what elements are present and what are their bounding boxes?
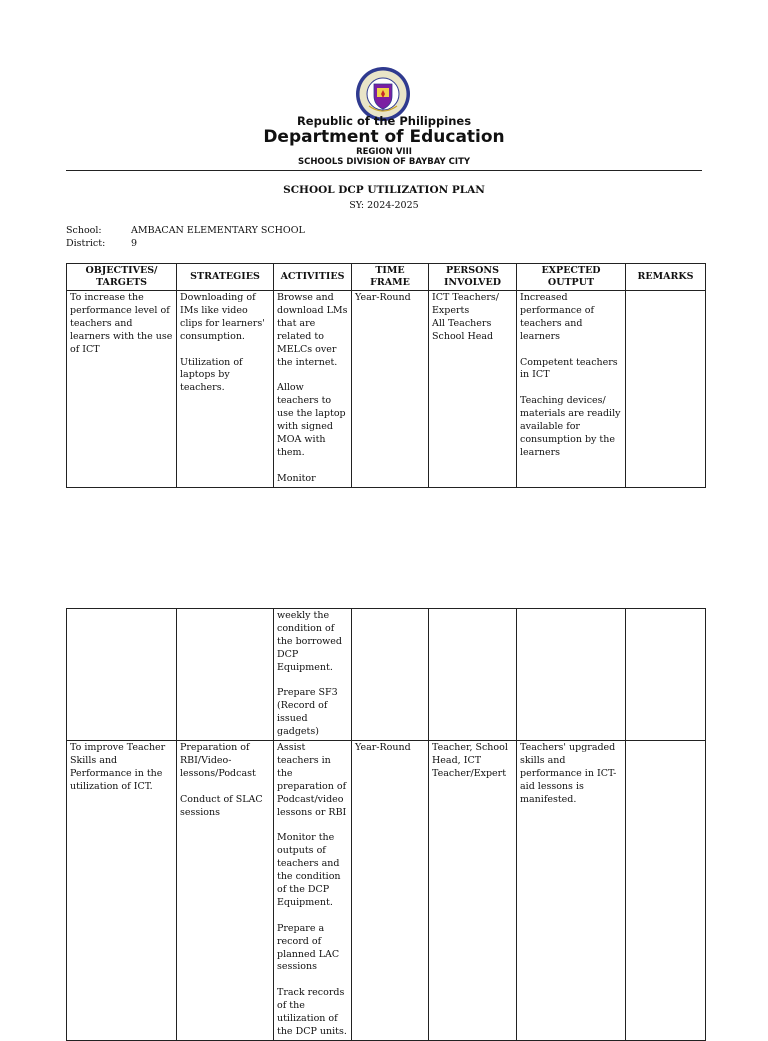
col-header-strategies: STRATEGIES [177,264,274,291]
activity-cell [274,609,352,741]
table-row [67,291,706,488]
table-header-row [67,264,706,291]
region-heading: REGION VIII [356,147,412,157]
table-row-continued [67,609,706,741]
district-line [66,238,137,249]
activity-cell [274,741,352,1041]
school-value: AMBACAN ELEMENTARY SCHOOL [131,225,305,236]
strategy-text: Preparation of RBI/Video-lessons/Podcast [180,742,256,779]
school-year: SY: 2024-2025 [349,200,419,211]
plan-table-page1 [66,263,706,488]
objective-cell [67,741,177,1041]
objective-text: To improve Teacher Skills and Performance in the utilization of ICT. [70,742,166,792]
district-value: 9 [131,238,138,249]
header-divider [66,170,702,171]
col-header-activities: ACTIVITIES [274,264,352,291]
document-title: SCHOOL DCP UTILIZATION PLAN [283,184,485,196]
strategy-text: Utilization of laptops by teachers. [180,356,243,394]
persons-text: ICT Teachers/ Experts All Teachers School Head [432,292,499,342]
strategy-cell [177,609,274,741]
strategy-text: Conduct of SLAC sessions [180,793,263,818]
time-frame-text: Year-Round [355,292,411,303]
time-frame-cell [352,609,429,741]
school-label: School: [66,225,102,236]
strategy-text: Downloading of IMs like video clips for learners' consumption. [180,292,265,342]
objective-cell [67,609,177,741]
output-text: Increased performance of teachers and learners [520,292,595,342]
activity-text: Monitor [277,472,316,484]
plan-table-page2 [66,608,706,1041]
republic-heading: Republic of the Philippines [296,114,472,128]
persons-text: Teacher, School Head, ICT Teacher/Expert [432,742,508,779]
strategy-cell [177,291,274,488]
col-header-objectives: OBJECTIVES/ TARGETS [67,264,177,291]
remarks-cell [626,609,706,741]
remarks-cell [626,741,706,1041]
table-row [67,741,706,1041]
output-cell [517,609,626,741]
activity-text: Allow teachers to use the laptop with signed MOA with them. [277,382,346,458]
activity-text: Monitor the outputs of teachers and the condition of the DCP Equipment. [277,832,341,908]
persons-cell [429,741,517,1041]
activity-text: Browse and download LMs that are related to MELCs over the internet. [277,292,348,368]
persons-cell [429,291,517,488]
output-text: Competent teachers in ICT [520,356,618,381]
col-header-remarks: REMARKS [626,264,706,291]
district-label: District: [66,238,106,249]
objective-cell [67,291,177,488]
activity-text: Prepare SF3 (Record of issued gadgets) [277,687,338,738]
activity-text: weekly the condition of the borrowed DCP Equipment. [277,610,343,673]
activity-text: Assist teachers in the preparation of Podcast/video lessons or RBI [277,742,347,818]
time-frame-text: Year-Round [355,742,411,754]
department-heading: Department of Education [263,127,505,147]
objective-text: To increase the performance level of teachers and learners with the use of ICT [70,292,173,355]
output-cell [517,291,626,488]
output-text: Teaching devices/ materials are readily available for consumption by the learners [520,395,621,458]
activity-text: Prepare a record of planned LAC sessions [277,922,340,973]
col-header-time-frame: TIME FRAME [352,264,429,291]
time-frame-cell [352,291,429,488]
col-header-persons: PERSONS INVOLVED [429,264,517,291]
strategy-cell [177,741,274,1041]
time-frame-cell [352,741,429,1041]
division-heading: SCHOOLS DIVISION OF BAYBAY CITY [297,157,471,167]
remarks-cell [626,291,706,488]
activity-cell [274,291,352,488]
persons-cell [429,609,517,741]
output-cell [517,741,626,1041]
col-header-output: EXPECTED OUTPUT [517,264,626,291]
school-line [66,225,305,236]
output-text: Teachers' upgraded skills and performance in ICT-aid lessons is manifested. [520,742,617,805]
activity-text: Track records of the utilization of the DCP units. [277,987,347,1037]
